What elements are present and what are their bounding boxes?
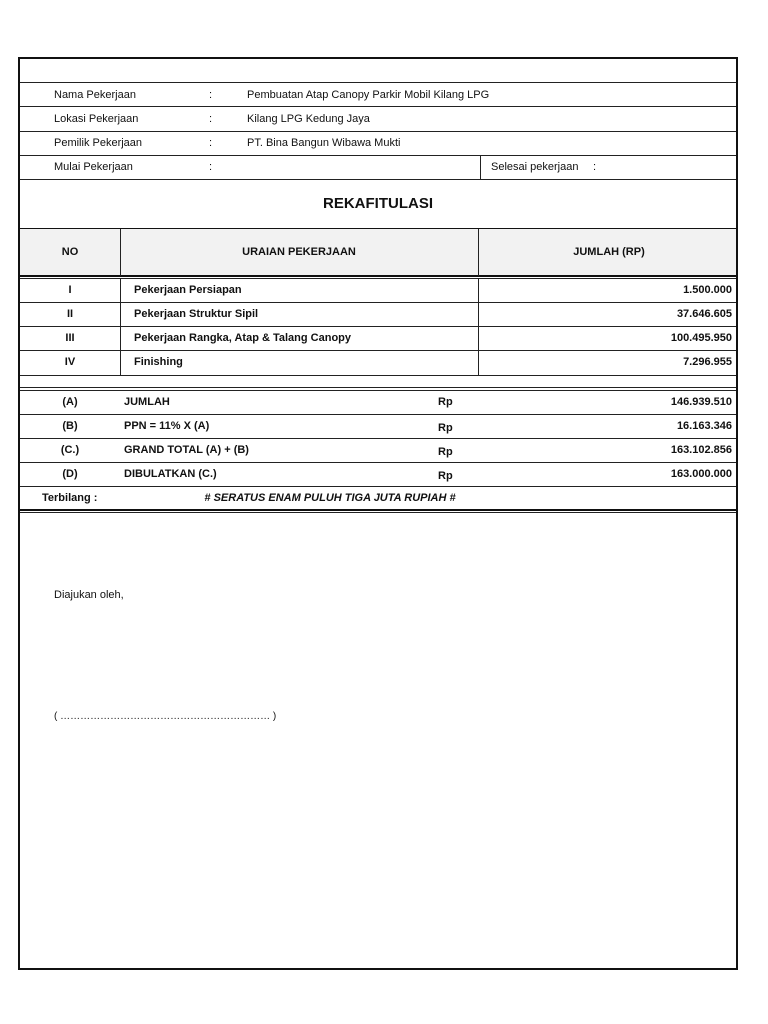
summary-currency: Rp [438, 396, 453, 408]
summary-label: JUMLAH [124, 396, 170, 408]
divider [20, 302, 736, 303]
colon: : [209, 137, 213, 149]
divider [20, 390, 736, 391]
summary-currency: Rp [438, 446, 453, 458]
document-page [18, 57, 738, 970]
summary-value: 163.000.000 [670, 468, 732, 480]
summary-value: 16.163.346 [676, 420, 732, 432]
divider [20, 275, 736, 277]
row-uraian: Pekerjaan Persiapan [134, 284, 242, 296]
selesai-pekerjaan-label: Selesai pekerjaan [491, 161, 579, 173]
divider [20, 155, 736, 156]
summary-code: (C.) [60, 444, 80, 456]
row-uraian: Finishing [134, 356, 183, 368]
summary-label: GRAND TOTAL (A) + (B) [124, 444, 249, 456]
summary-value: 146.939.510 [670, 396, 732, 408]
summary-label: PPN = 11% X (A) [124, 420, 210, 432]
divider [20, 387, 736, 388]
divider [20, 326, 736, 327]
divider [20, 512, 736, 513]
row-jumlah: 100.495.950 [670, 332, 732, 344]
summary-code: (B) [62, 420, 78, 432]
nama-pekerjaan-label: Nama Pekerjaan [54, 89, 136, 101]
terbilang-label: Terbilang : [42, 492, 98, 504]
summary-currency: Rp [438, 422, 453, 434]
row-uraian: Pekerjaan Struktur Sipil [134, 308, 259, 320]
divider [20, 350, 736, 351]
summary-currency: Rp [438, 470, 453, 482]
divider [20, 414, 736, 415]
summary-code: (D) [62, 468, 78, 480]
summary-code: (A) [62, 396, 78, 408]
divider [20, 278, 736, 279]
divider [20, 375, 736, 376]
row-jumlah: 37.646.605 [676, 308, 732, 320]
document-title: REKAFITULASI [323, 195, 433, 212]
divider [20, 509, 736, 511]
row-no: III [65, 332, 75, 344]
divider [20, 486, 736, 487]
pemilik-pekerjaan-value: PT. Bina Bangun Wibawa Mukti [247, 137, 401, 149]
terbilang-value: # SERATUS ENAM PULUH TIGA JUTA RUPIAH # [204, 492, 456, 504]
row-no: IV [64, 356, 76, 368]
divider [20, 106, 736, 107]
divider [480, 155, 481, 179]
row-jumlah: 1.500.000 [683, 284, 732, 296]
divider [20, 179, 736, 180]
row-no: I [68, 284, 72, 296]
divider [20, 462, 736, 463]
mulai-pekerjaan-label: Mulai Pekerjaan [54, 161, 133, 173]
divider [20, 131, 736, 132]
colon: : [209, 89, 213, 101]
colon: : [209, 113, 213, 125]
summary-value: 163.102.856 [670, 444, 732, 456]
summary-label: DIBULATKAN (C.) [124, 468, 217, 480]
column-header-no: NO [61, 246, 79, 258]
divider [20, 438, 736, 439]
column-header-uraian: URAIAN PEKERJAAN [242, 246, 356, 258]
colon: : [593, 161, 597, 173]
signature-blank: ( ……………………………………………………… ) [54, 711, 277, 722]
divider [20, 82, 736, 83]
nama-pekerjaan-value: Pembuatan Atap Canopy Parkir Mobil Kilang LPG [247, 89, 490, 101]
pemilik-pekerjaan-label: Pemilik Pekerjaan [54, 137, 143, 149]
lokasi-pekerjaan-value: Kilang LPG Kedung Jaya [247, 113, 370, 125]
submitted-by-label: Diajukan oleh, [54, 589, 124, 601]
colon: : [209, 161, 213, 173]
column-header-jumlah: JUMLAH (RP) [573, 246, 645, 258]
row-jumlah: 7.296.955 [683, 356, 732, 368]
row-uraian: Pekerjaan Rangka, Atap & Talang Canopy [134, 332, 352, 344]
lokasi-pekerjaan-label: Lokasi Pekerjaan [54, 113, 139, 125]
row-no: II [66, 308, 74, 320]
